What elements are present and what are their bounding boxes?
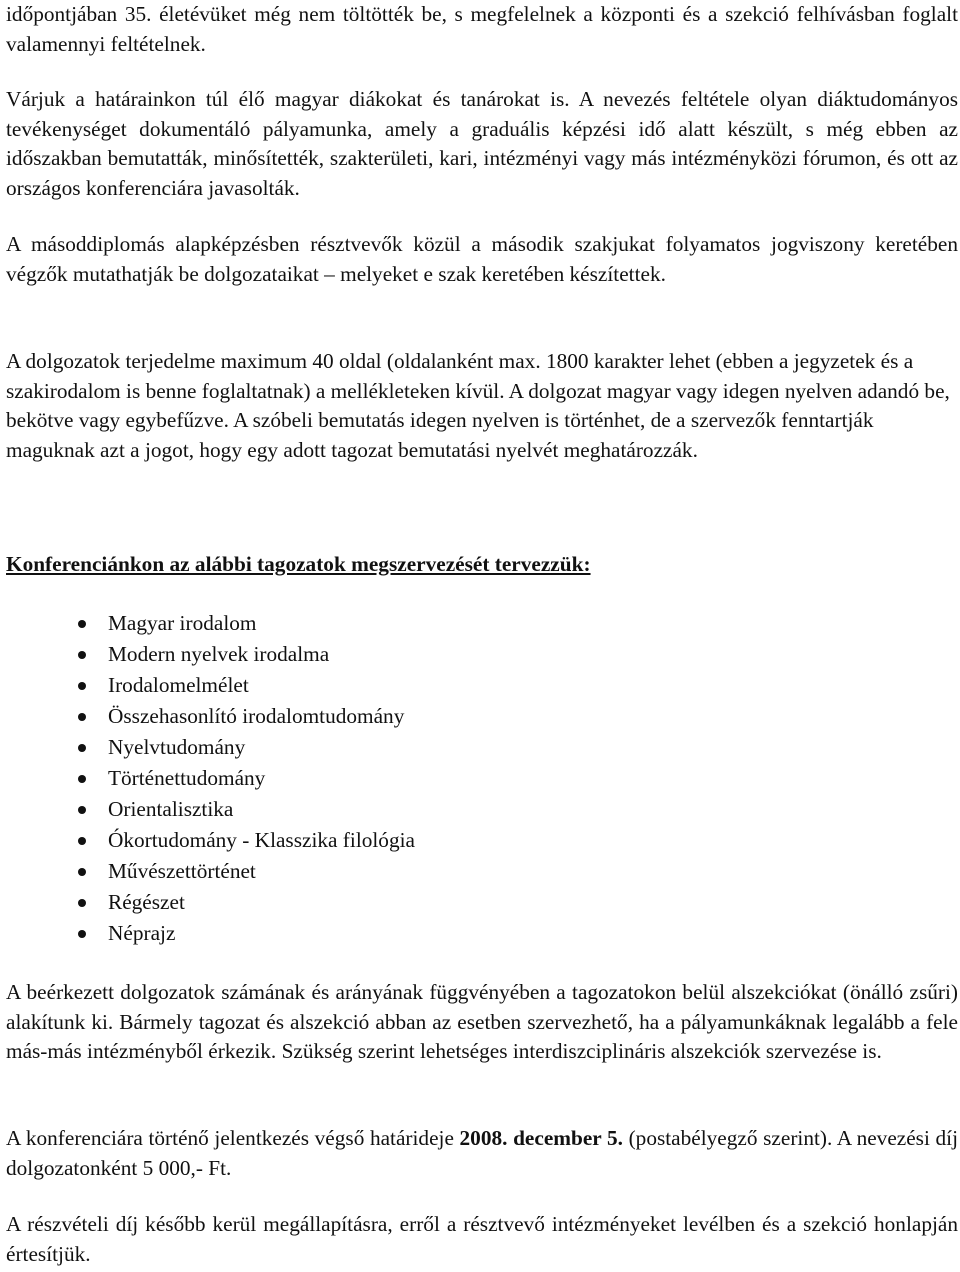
participation-fee-paragraph: A részvételi díj később kerül megállapításra, erről a résztvevő intézményeket levélben és a szekció honlapján értesítjük.: [6, 1212, 958, 1266]
second-degree-paragraph: A másoddiplomás alapképzésben résztvevők közül a második szakjukat folyamatos jogviszony keretében végzők mutathatják be dolgozataikat – melyeket e szak keretében készítettek.: [6, 232, 958, 286]
bullet-icon: [78, 744, 86, 752]
list-item: Művészettörténet: [6, 856, 958, 887]
deadline-paragraph-block: [6, 1124, 958, 1183]
fee-paragraph-block: [6, 1210, 958, 1269]
deadline-paragraph: [6, 1124, 958, 1183]
list-item: Magyar irodalom: [6, 608, 958, 639]
bullet-icon: [78, 930, 86, 938]
sections-heading-block: [6, 550, 958, 580]
eligibility-paragraph-block: [6, 0, 958, 59]
cross-border-paragraph-block: [6, 85, 958, 203]
deadline-date: 2008. december 5.: [459, 1126, 623, 1150]
list-item: Ókortudomány - Klasszika filológia: [6, 825, 958, 856]
bullet-icon: [78, 682, 86, 690]
deadline-text-before: A konferenciára történő jelentkezés végső határideje: [6, 1126, 460, 1150]
bullet-icon: [78, 899, 86, 907]
sections-heading: Konferenciánkon az alábbi tagozatok megszervezését tervezzük:: [6, 552, 591, 576]
bullet-icon: [78, 868, 86, 876]
list-item: Irodalomelmélet: [6, 670, 958, 701]
bullet-icon: [78, 775, 86, 783]
sections-list-block: [6, 608, 958, 949]
second-degree-paragraph-block: [6, 230, 958, 289]
bullet-icon: [78, 620, 86, 628]
list-item: Összehasonlító irodalomtudomány: [6, 701, 958, 732]
bullet-icon: [78, 806, 86, 814]
list-item: Történettudomány: [6, 763, 958, 794]
eligibility-paragraph: időpontjában 35. életévüket még nem töltötték be, s megfelelnek a központi és a szekció felhívásban foglalt valamennyi feltételnek.: [6, 2, 958, 56]
cross-border-paragraph: Várjuk a határainkon túl élő magyar diákokat és tanárokat is. A nevezés feltétele olyan diáktudományos tevékenységet dokumentáló pályamunka, amely a graduális képzési idő alatt készült, s még ebben az időszakban bemutatták, minősítették, szakterületi, kari, intézményi vagy más intézményközi fórumon, és ott az országos konferenciára javasolták.: [6, 87, 958, 200]
list-item: Régészet: [6, 887, 958, 918]
sections-list: [6, 608, 958, 949]
list-item: Orientalisztika: [6, 794, 958, 825]
bullet-icon: [78, 713, 86, 721]
length-requirements-paragraph-block: [6, 347, 958, 465]
deadline-text-after: (postabélyegző szerint). A nevezési díj dolgozatonként 5 000,- Ft.: [6, 1126, 958, 1180]
list-item: Modern nyelvek irodalma: [6, 639, 958, 670]
list-item: Nyelvtudomány: [6, 732, 958, 763]
subsections-paragraph-block: [6, 978, 958, 1067]
bullet-icon: [78, 651, 86, 659]
list-item: Néprajz: [6, 918, 958, 949]
length-requirements-paragraph: A dolgozatok terjedelme maximum 40 oldal (oldalanként max. 1800 karakter lehet (ebben a jegyzetek és a szakirodalom is benne foglaltatnak) a mellékleteken kívül. A dolgozat magyar vagy idegen nyelven adandó be, bekötve vagy egybefűzve. A szóbeli bemutatás idegen nyelven is történhet, de a szervezők fenntartják maguknak azt a jogot, hogy egy adott tagozat bemutatási nyelvét meghatározzák.: [6, 349, 950, 462]
bullet-icon: [78, 837, 86, 845]
subsections-paragraph: A beérkezett dolgozatok számának és arányának függvényében a tagozatokon belül alszekciókat (önálló zsűri) alakítunk ki. Bármely tagozat és alszekció abban az esetben szervezhető, ha a pályamunkáknak legalább a fele más-más intézményből érkezik. Szükség szerint lehetséges interdiszciplináris alszekciók szervezése is.: [6, 980, 958, 1064]
